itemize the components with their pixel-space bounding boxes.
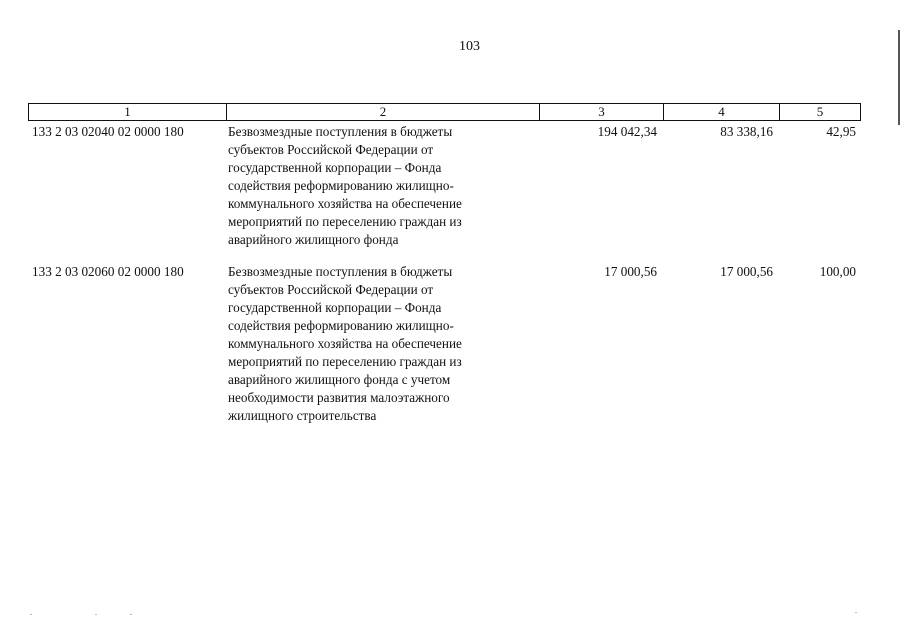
description-line: государственной корпорации – Фонда — [228, 300, 442, 315]
description-line: мероприятий по переселению граждан из — [228, 354, 462, 369]
description-line: субъектов Российской Федерации от — [228, 282, 434, 297]
value-col-3: 17 000,56 — [604, 264, 657, 279]
row-description — [225, 123, 538, 249]
description-line: аварийного жилищного фонда — [228, 232, 399, 247]
table-body — [28, 123, 861, 425]
description-line: коммунального хозяйства на обеспечение — [228, 196, 462, 211]
header-cell-5: 5 — [779, 104, 860, 120]
description-line: субъектов Российской Федерации от — [228, 142, 434, 157]
scan-speck — [30, 614, 32, 615]
description-line: содействия реформированию жилищно- — [228, 178, 454, 193]
description-line: Безвозмездные поступления в бюджеты — [228, 124, 453, 139]
page-number: 103 — [459, 39, 480, 54]
scan-speck — [130, 614, 132, 615]
table-header-row — [28, 103, 861, 121]
header-cell-4: 4 — [663, 104, 779, 120]
description-line: государственной корпорации – Фонда — [228, 160, 442, 175]
description-line: аварийного жилищного фонда с учетом — [228, 372, 451, 387]
description-line: жилищного строительства — [228, 408, 377, 423]
value-col-4: 83 338,16 — [720, 124, 773, 139]
row-description — [225, 263, 538, 425]
description-line: коммунального хозяйства на обеспечение — [228, 336, 462, 351]
table-row — [28, 123, 861, 249]
value-col-3: 194 042,34 — [597, 124, 657, 139]
value-col-4: 17 000,56 — [720, 264, 773, 279]
scan-edge-mark — [898, 30, 900, 125]
scan-speck — [855, 612, 857, 613]
value-col-5: 100,00 — [819, 264, 856, 279]
description-line: содействия реформированию жилищно- — [228, 318, 454, 333]
description-line: Безвозмездные поступления в бюджеты — [228, 264, 453, 279]
value-col-5: 42,95 — [826, 124, 856, 139]
scan-speck — [95, 614, 97, 615]
description-line: мероприятий по переселению граждан из — [228, 214, 462, 229]
budget-code: 133 2 03 02060 02 0000 180 — [32, 264, 184, 279]
header-cell-1: 1 — [124, 104, 131, 119]
header-cell-2: 2 — [226, 104, 539, 120]
header-cell-3: 3 — [539, 104, 663, 120]
budget-code: 133 2 03 02040 02 0000 180 — [32, 124, 184, 139]
table-row — [28, 263, 861, 425]
description-line: необходимости развития малоэтажного — [228, 390, 450, 405]
